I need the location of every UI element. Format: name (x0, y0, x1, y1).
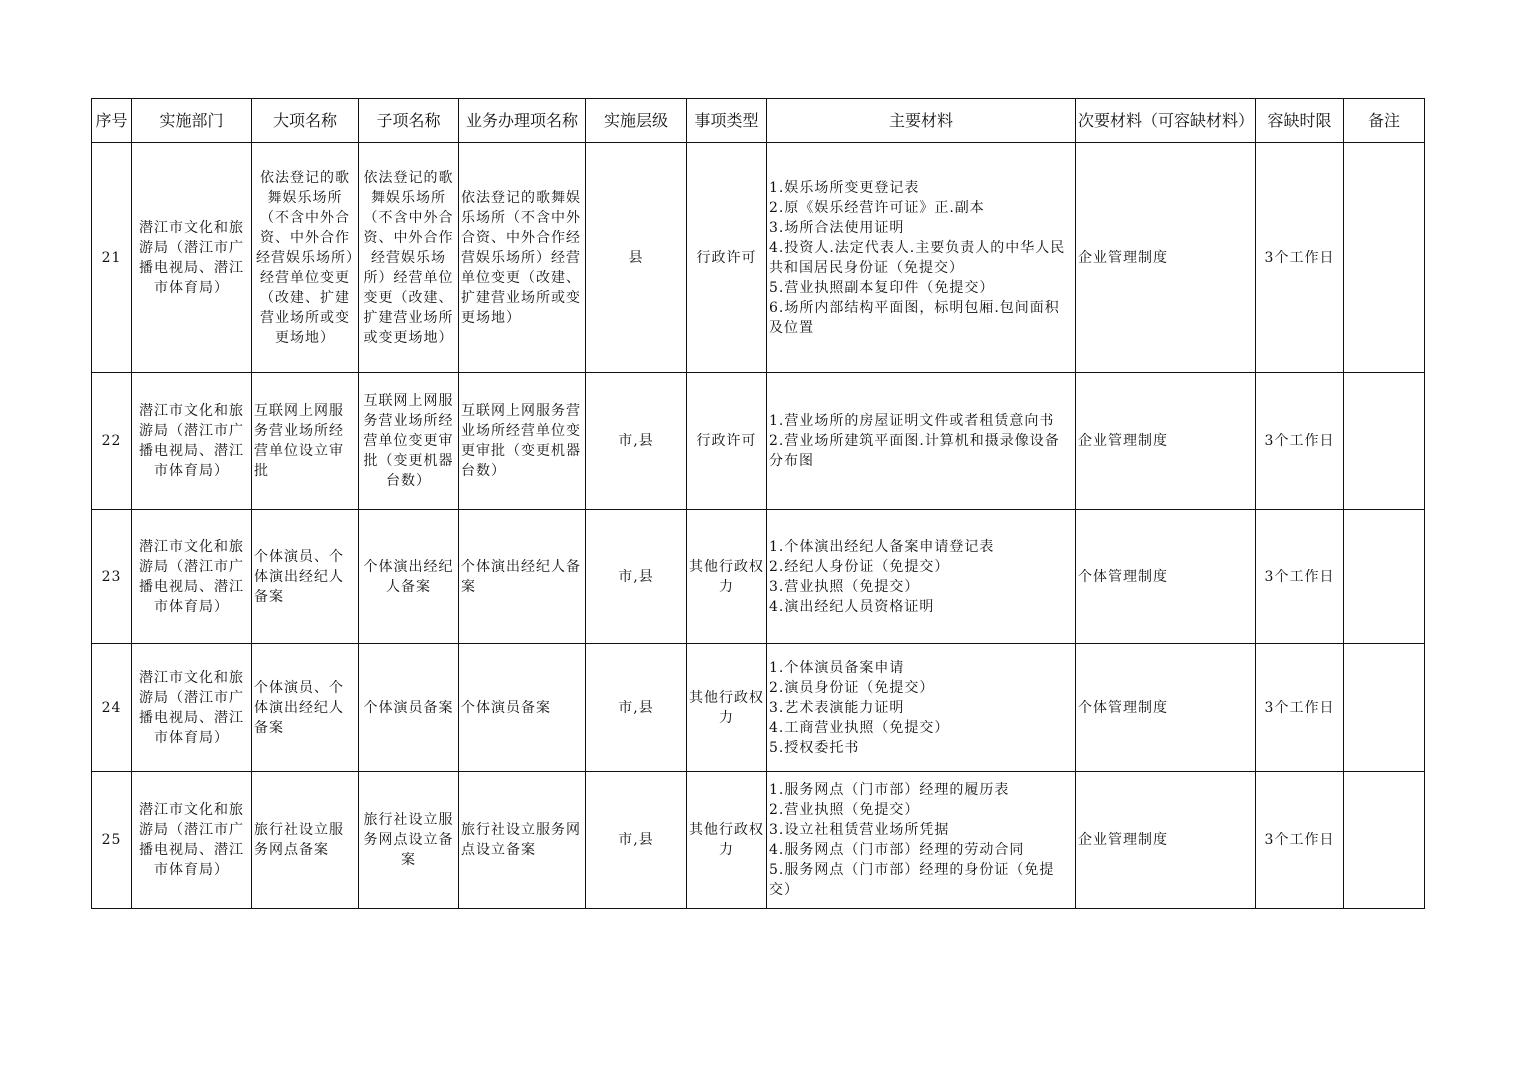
cell-business: 互联网上网服务营业场所经营单位变更审批（变更机器台数） (459, 373, 586, 510)
material-item: 2.演员身份证（免提交） (769, 679, 935, 696)
cell-major: 个体演员、个体演出经纪人备案 (252, 644, 359, 772)
cell-business: 个体演员备案 (459, 644, 586, 772)
table-row (92, 373, 1425, 510)
material-item: 3.艺术表演能力证明 (769, 699, 905, 716)
cell-seq: 25 (92, 772, 132, 909)
material-item: 2.营业执照（免提交） (769, 802, 920, 818)
material-item: 1.个体演出经纪人备案申请登记表 (769, 538, 995, 555)
header-dept: 实施部门 (132, 99, 252, 143)
header-business: 业务办理项名称 (459, 99, 586, 143)
cell-remark (1344, 373, 1425, 510)
cell-main-materials (767, 373, 1076, 510)
cell-remark (1344, 772, 1425, 909)
material-item: 1.个体演员备案申请 (769, 659, 905, 676)
cell-remark (1344, 510, 1425, 644)
cell-type: 其他行政权力 (687, 510, 767, 644)
cell-level: 县 (586, 143, 687, 373)
cell-time-limit: 3个工作日 (1256, 644, 1344, 772)
header-major: 大项名称 (252, 99, 359, 143)
cell-dept: 潜江市文化和旅游局（潜江市广播电视局、潜江市体育局） (132, 373, 252, 510)
cell-level: 市,县 (586, 373, 687, 510)
cell-seq: 24 (92, 644, 132, 772)
cell-major: 旅行社设立服务网点备案 (252, 772, 359, 909)
cell-main-materials (767, 772, 1076, 909)
material-item: 5.服务网点（门市部）经理的身份证（免提交） (769, 862, 1055, 898)
cell-business: 个体演出经纪人备案 (459, 510, 586, 644)
cell-main-materials (767, 510, 1076, 644)
cell-type: 行政许可 (687, 143, 767, 373)
cell-time-limit: 3个工作日 (1256, 510, 1344, 644)
material-item: 2.营业场所建筑平面图.计算机和摄录像设备分布图 (769, 433, 1060, 469)
cell-type: 其他行政权力 (687, 772, 767, 909)
cell-secondary: 个体管理制度 (1076, 510, 1256, 644)
material-item: 2.经纪人身份证（免提交） (769, 558, 950, 575)
material-item: 4.工商营业执照（免提交） (769, 719, 950, 736)
material-item: 4.投资人.法定代表人.主要负责人的中华人民共和国居民身份证（免提交） (769, 239, 1066, 276)
header-sub: 子项名称 (359, 99, 459, 143)
cell-seq: 23 (92, 510, 132, 644)
cell-time-limit: 3个工作日 (1256, 373, 1344, 510)
header-type: 事项类型 (687, 99, 767, 143)
cell-sub: 旅行社设立服务网点设立备案 (359, 772, 459, 909)
cell-secondary: 企业管理制度 (1076, 772, 1256, 909)
cell-level: 市,县 (586, 644, 687, 772)
cell-dept: 潜江市文化和旅游局（潜江市广播电视局、潜江市体育局） (132, 772, 252, 909)
cell-type: 行政许可 (687, 373, 767, 510)
cell-time-limit: 3个工作日 (1256, 143, 1344, 373)
material-item: 1.服务网点（门市部）经理的履历表 (769, 782, 1010, 798)
cell-main-materials (767, 143, 1076, 373)
table-row (92, 772, 1425, 909)
material-item: 2.原《娱乐经营许可证》正.副本 (769, 199, 985, 216)
cell-level: 市,县 (586, 510, 687, 644)
header-remark: 备注 (1344, 99, 1425, 143)
material-item: 5.授权委托书 (769, 739, 860, 756)
table-row (92, 143, 1425, 373)
cell-sub: 个体演员备案 (359, 644, 459, 772)
cell-major: 依法登记的歌舞娱乐场所（不含中外合资、中外合作经营娱乐场所）经营单位变更（改建、扩建营业场所或变更场地） (252, 143, 359, 373)
header-main-materials: 主要材料 (767, 99, 1076, 143)
cell-secondary: 个体管理制度 (1076, 644, 1256, 772)
cell-main-materials (767, 644, 1076, 772)
cell-dept: 潜江市文化和旅游局（潜江市广播电视局、潜江市体育局） (132, 644, 252, 772)
cell-level: 市,县 (586, 772, 687, 909)
material-item: 1.娱乐场所变更登记表 (769, 179, 920, 196)
cell-business: 依法登记的歌舞娱乐场所（不含中外合资、中外合作经营娱乐场所）经营单位变更（改建、扩建营业场所或变更场地） (459, 143, 586, 373)
cell-dept: 潜江市文化和旅游局（潜江市广播电视局、潜江市体育局） (132, 510, 252, 644)
header-row (92, 99, 1425, 143)
cell-secondary: 企业管理制度 (1076, 373, 1256, 510)
cell-major: 互联网上网服务营业场所经营单位设立审批 (252, 373, 359, 510)
material-item: 4.服务网点（门市部）经理的劳动合同 (769, 842, 1025, 858)
cell-sub: 互联网上网服务营业场所经营单位变更审批（变更机器台数） (359, 373, 459, 510)
cell-seq: 22 (92, 373, 132, 510)
cell-business: 旅行社设立服务网点设立备案 (459, 772, 586, 909)
cell-dept: 潜江市文化和旅游局（潜江市广播电视局、潜江市体育局） (132, 143, 252, 373)
cell-remark (1344, 644, 1425, 772)
material-item: 3.营业执照（免提交） (769, 578, 920, 595)
table-row (92, 510, 1425, 644)
header-time-limit: 容缺时限 (1256, 99, 1344, 143)
material-item: 5.营业执照副本复印件（免提交） (769, 279, 995, 296)
header-seq: 序号 (92, 99, 132, 143)
material-item: 3.场所合法使用证明 (769, 219, 905, 236)
table-row (92, 644, 1425, 772)
header-secondary: 次要材料（可容缺材料） (1076, 99, 1256, 143)
cell-sub: 依法登记的歌舞娱乐场所（不含中外合资、中外合作经营娱乐场所）经营单位变更（改建、扩建营业场所或变更场地） (359, 143, 459, 373)
cell-seq: 21 (92, 143, 132, 373)
material-item: 3.设立社租赁营业场所凭据 (769, 822, 950, 838)
cell-remark (1344, 143, 1425, 373)
cell-type: 其他行政权力 (687, 644, 767, 772)
material-item: 4.演出经纪人员资格证明 (769, 598, 935, 615)
cell-major: 个体演员、个体演出经纪人备案 (252, 510, 359, 644)
cell-secondary: 企业管理制度 (1076, 143, 1256, 373)
service-items-table (91, 98, 1425, 909)
header-level: 实施层级 (586, 99, 687, 143)
cell-sub: 个体演出经纪人备案 (359, 510, 459, 644)
material-item: 1.营业场所的房屋证明文件或者租赁意向书 (769, 413, 1055, 429)
material-item: 6.场所内部结构平面图，标明包厢.包间面积及位置 (769, 299, 1060, 336)
cell-time-limit: 3个工作日 (1256, 772, 1344, 909)
